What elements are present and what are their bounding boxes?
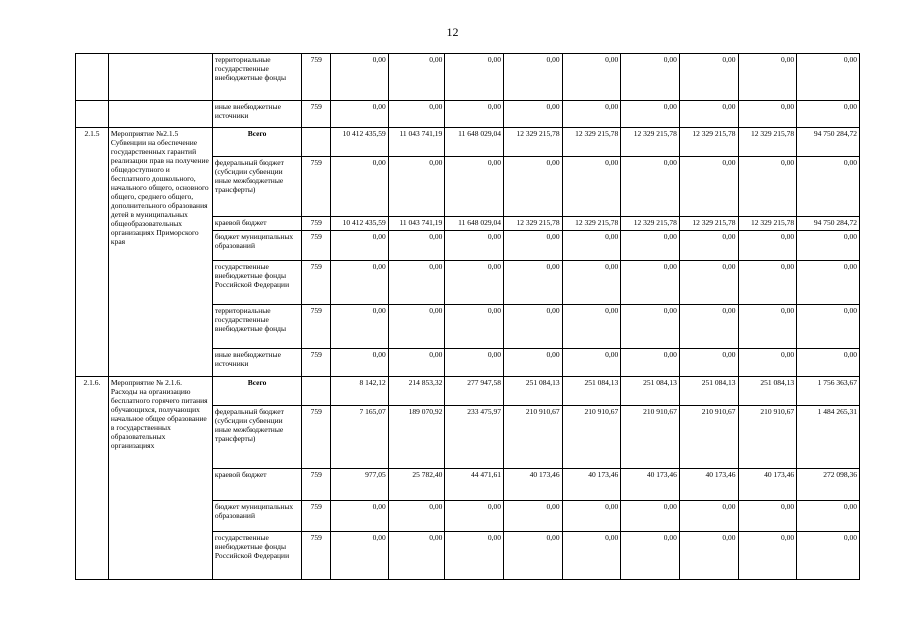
value-cell: 40 173,46: [562, 469, 621, 501]
value-cell: 0,00: [679, 231, 738, 261]
code-cell: [76, 101, 109, 128]
value-cell: 0,00: [388, 261, 445, 305]
code-cell: 2.1.5: [76, 128, 109, 377]
value-cell: 210 910,67: [621, 406, 680, 469]
value-cell: 0,00: [679, 501, 738, 532]
source-cell: государственные внебюджетные фонды Российской Федерации: [212, 532, 302, 580]
source-cell: иные внебюджетные источники: [212, 101, 302, 128]
value-cell: 0,00: [331, 101, 389, 128]
value-cell: 210 910,67: [503, 406, 562, 469]
value-cell: 214 853,32: [388, 377, 445, 406]
value-cell: 0,00: [621, 54, 680, 101]
value-cell: 0,00: [797, 231, 860, 261]
value-cell: 12 329 215,78: [503, 217, 562, 231]
value-cell: 277 947,58: [445, 377, 504, 406]
value-cell: 0,00: [388, 532, 445, 580]
grbs-cell: 759: [302, 469, 331, 501]
value-cell: 40 173,46: [679, 469, 738, 501]
value-cell: 0,00: [679, 157, 738, 217]
value-cell: 0,00: [503, 231, 562, 261]
value-cell: 0,00: [388, 231, 445, 261]
value-cell: 0,00: [445, 501, 504, 532]
value-cell: 0,00: [562, 501, 621, 532]
value-cell: 0,00: [503, 157, 562, 217]
value-cell: 11 043 741,19: [388, 217, 445, 231]
value-cell: 0,00: [797, 101, 860, 128]
grbs-cell: [302, 128, 331, 157]
value-cell: 0,00: [621, 231, 680, 261]
value-cell: 0,00: [331, 305, 389, 349]
value-cell: 7 165,07: [331, 406, 389, 469]
value-cell: 12 329 215,78: [738, 128, 797, 157]
source-cell: территориальные государственные внебюджетные фонды: [212, 305, 302, 349]
code-cell: 2.1.6.: [76, 377, 109, 580]
value-cell: 0,00: [503, 501, 562, 532]
value-cell: 251 084,13: [679, 377, 738, 406]
value-cell: 94 750 284,72: [797, 217, 860, 231]
value-cell: 44 471,61: [445, 469, 504, 501]
budget-table: [75, 53, 860, 580]
grbs-cell: 759: [302, 406, 331, 469]
value-cell: 210 910,67: [562, 406, 621, 469]
grbs-cell: 759: [302, 532, 331, 580]
value-cell: 0,00: [445, 54, 504, 101]
value-cell: 0,00: [738, 349, 797, 377]
value-cell: 0,00: [331, 54, 389, 101]
value-cell: 0,00: [445, 157, 504, 217]
value-cell: 0,00: [388, 349, 445, 377]
value-cell: 0,00: [445, 101, 504, 128]
source-cell: краевой бюджет: [212, 217, 302, 231]
value-cell: 11 043 741,19: [388, 128, 445, 157]
value-cell: 0,00: [331, 231, 389, 261]
value-cell: 0,00: [562, 157, 621, 217]
value-cell: 11 648 029,04: [445, 217, 504, 231]
value-cell: 0,00: [797, 54, 860, 101]
value-cell: 0,00: [503, 54, 562, 101]
value-cell: 0,00: [679, 54, 738, 101]
value-cell: 0,00: [445, 349, 504, 377]
grbs-cell: 759: [302, 305, 331, 349]
table-row: [76, 128, 860, 157]
table-row: [76, 377, 860, 406]
value-cell: 251 084,13: [503, 377, 562, 406]
grbs-cell: 759: [302, 157, 331, 217]
value-cell: 0,00: [445, 532, 504, 580]
value-cell: 12 329 215,78: [562, 128, 621, 157]
value-cell: 0,00: [562, 101, 621, 128]
source-cell: федеральный бюджет (субсидии субвенции иные межбюджетные трансферты): [212, 157, 302, 217]
grbs-cell: [302, 377, 331, 406]
value-cell: 0,00: [503, 101, 562, 128]
measure-cell: Мероприятие № 2.1.6. Расходы на организацию бесплатного горячего питания обучающихся, получающих начальное общее образование в государственных образовательных организациях: [108, 377, 212, 580]
value-cell: 977,05: [331, 469, 389, 501]
value-cell: 0,00: [738, 305, 797, 349]
value-cell: 210 910,67: [679, 406, 738, 469]
value-cell: 0,00: [388, 54, 445, 101]
value-cell: 10 412 435,59: [331, 217, 389, 231]
source-cell: бюджет муниципальных образований: [212, 231, 302, 261]
value-cell: 0,00: [331, 157, 389, 217]
value-cell: 0,00: [797, 157, 860, 217]
value-cell: 0,00: [679, 305, 738, 349]
value-cell: 251 084,13: [562, 377, 621, 406]
value-cell: 0,00: [331, 349, 389, 377]
value-cell: 251 084,13: [621, 377, 680, 406]
value-cell: 0,00: [738, 501, 797, 532]
value-cell: 40 173,46: [503, 469, 562, 501]
value-cell: 0,00: [621, 261, 680, 305]
grbs-cell: 759: [302, 349, 331, 377]
value-cell: 0,00: [621, 157, 680, 217]
value-cell: 0,00: [445, 231, 504, 261]
value-cell: 0,00: [331, 261, 389, 305]
value-cell: 94 750 284,72: [797, 128, 860, 157]
value-cell: 0,00: [388, 501, 445, 532]
source-cell: бюджет муниципальных образований: [212, 501, 302, 532]
grbs-cell: 759: [302, 261, 331, 305]
page-number: 12: [446, 25, 459, 39]
value-cell: 0,00: [797, 349, 860, 377]
value-cell: 0,00: [738, 532, 797, 580]
value-cell: 189 070,92: [388, 406, 445, 469]
value-cell: 0,00: [503, 532, 562, 580]
grbs-cell: 759: [302, 231, 331, 261]
source-cell: государственные внебюджетные фонды Российской Федерации: [212, 261, 302, 305]
source-cell: иные внебюджетные источники: [212, 349, 302, 377]
grbs-cell: 759: [302, 54, 331, 101]
value-cell: 0,00: [797, 501, 860, 532]
value-cell: 0,00: [797, 532, 860, 580]
value-cell: 0,00: [738, 231, 797, 261]
table-row: [76, 54, 860, 101]
value-cell: 0,00: [562, 261, 621, 305]
measure-cell: [108, 54, 212, 101]
value-cell: 25 782,40: [388, 469, 445, 501]
value-cell: 0,00: [797, 305, 860, 349]
value-cell: 0,00: [679, 101, 738, 128]
value-cell: 0,00: [621, 305, 680, 349]
source-cell: Всего: [212, 377, 302, 406]
measure-cell: Мероприятие №2.1.5 Субвенции на обеспечение государственных гарантий реализации прав на получение общедоступного и бесплатного дошкольного, начального общего, основного общего, среднего общего, дополнительного образования детей в муниципальных общеобразовательных организациях Приморского края: [108, 128, 212, 377]
value-cell: 8 142,12: [331, 377, 389, 406]
value-cell: 12 329 215,78: [679, 217, 738, 231]
value-cell: 233 475,97: [445, 406, 504, 469]
value-cell: 0,00: [388, 101, 445, 128]
value-cell: 272 098,36: [797, 469, 860, 501]
value-cell: 210 910,67: [738, 406, 797, 469]
value-cell: 0,00: [445, 305, 504, 349]
value-cell: 40 173,46: [738, 469, 797, 501]
value-cell: 0,00: [503, 349, 562, 377]
value-cell: 0,00: [331, 532, 389, 580]
value-cell: 0,00: [445, 261, 504, 305]
value-cell: 0,00: [621, 101, 680, 128]
value-cell: 12 329 215,78: [679, 128, 738, 157]
value-cell: 12 329 215,78: [621, 217, 680, 231]
value-cell: 12 329 215,78: [738, 217, 797, 231]
grbs-cell: 759: [302, 217, 331, 231]
value-cell: 0,00: [679, 532, 738, 580]
value-cell: 251 084,13: [738, 377, 797, 406]
value-cell: 12 329 215,78: [562, 217, 621, 231]
value-cell: 0,00: [679, 261, 738, 305]
value-cell: 0,00: [503, 305, 562, 349]
value-cell: 0,00: [738, 54, 797, 101]
code-cell: [76, 54, 109, 101]
value-cell: 0,00: [621, 501, 680, 532]
value-cell: 0,00: [562, 349, 621, 377]
source-cell: территориальные государственные внебюджетные фонды: [212, 54, 302, 101]
value-cell: 10 412 435,59: [331, 128, 389, 157]
value-cell: 1 484 265,31: [797, 406, 860, 469]
value-cell: 0,00: [503, 261, 562, 305]
source-cell: краевой бюджет: [212, 469, 302, 501]
value-cell: 0,00: [621, 532, 680, 580]
value-cell: 12 329 215,78: [621, 128, 680, 157]
value-cell: 12 329 215,78: [503, 128, 562, 157]
grbs-cell: 759: [302, 501, 331, 532]
value-cell: 0,00: [562, 231, 621, 261]
value-cell: 0,00: [738, 157, 797, 217]
value-cell: 0,00: [331, 501, 389, 532]
value-cell: 0,00: [738, 101, 797, 128]
value-cell: 0,00: [679, 349, 738, 377]
value-cell: 0,00: [621, 349, 680, 377]
value-cell: 0,00: [797, 261, 860, 305]
value-cell: 0,00: [388, 157, 445, 217]
measure-cell: [108, 101, 212, 128]
value-cell: 1 756 363,67: [797, 377, 860, 406]
source-cell: федеральный бюджет (субсидии субвенции иные межбюджетные трансферты): [212, 406, 302, 469]
table-row: [76, 101, 860, 128]
value-cell: 0,00: [562, 305, 621, 349]
value-cell: 0,00: [562, 54, 621, 101]
value-cell: 40 173,46: [621, 469, 680, 501]
source-cell: Всего: [212, 128, 302, 157]
value-cell: 11 648 029,04: [445, 128, 504, 157]
value-cell: 0,00: [562, 532, 621, 580]
value-cell: 0,00: [388, 305, 445, 349]
grbs-cell: 759: [302, 101, 331, 128]
value-cell: 0,00: [738, 261, 797, 305]
